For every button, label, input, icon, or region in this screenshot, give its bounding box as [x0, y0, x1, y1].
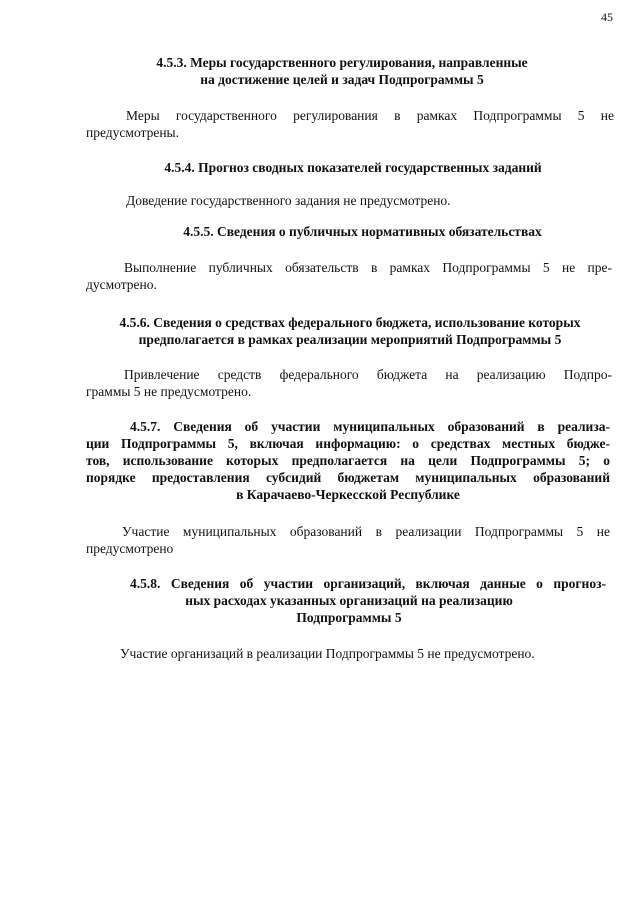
- section-body-4-5-7: [86, 523, 610, 557]
- heading-line: предполагается в рамках реализации мероприятий Подпрограммы 5: [138, 332, 562, 347]
- body-line: Меры государственного регулирования в рамках Подпрограммы 5 не: [126, 108, 614, 123]
- heading-line: 4.5.3. Меры государственного регулирования, направленные: [156, 55, 528, 70]
- body-line: дусмотрено.: [86, 277, 157, 292]
- heading-line: ции Подпрограммы 5, включая информацию: о средствах местных бюдже-: [86, 436, 610, 451]
- heading-line: ных расходах указанных организаций на реализацию: [185, 593, 513, 608]
- body-line: Участие муниципальных образований в реализации Подпрограммы 5 не: [122, 524, 610, 539]
- section-heading-4-5-5: [140, 223, 585, 240]
- heading-line: тов, использование которых предполагается на цели Подпрограммы 5; о: [86, 453, 610, 468]
- section-heading-4-5-7: [86, 418, 610, 503]
- heading-line: в Карачаево-Черкесской Республике: [236, 487, 460, 502]
- body-line: граммы 5 не предусмотрено.: [86, 384, 252, 399]
- heading-line: 4.5.4. Прогноз сводных показателей государственных заданий: [164, 160, 542, 175]
- section-heading-4-5-4: [118, 159, 588, 176]
- body-line: Участие организаций в реализации Подпрограммы 5 не предусмотрено.: [120, 646, 535, 661]
- section-heading-4-5-8: [92, 575, 606, 626]
- section-body-4-5-5: [86, 259, 612, 293]
- section-body-4-5-3: [86, 107, 614, 141]
- body-line: Привлечение средств федерального бюджета на реализацию Подпро-: [124, 367, 612, 382]
- heading-line: 4.5.8. Сведения об участии организаций, включая данные о прогноз-: [130, 576, 606, 591]
- section-heading-4-5-3: [122, 54, 562, 88]
- heading-line: 4.5.7. Сведения об участии муниципальных образований в реализа-: [130, 419, 610, 434]
- section-body-4-5-6: [86, 366, 612, 400]
- section-body-4-5-8: [120, 645, 600, 662]
- body-line: Доведение государственного задания не предусмотрено.: [126, 193, 451, 208]
- body-line: предусмотрено: [86, 541, 174, 556]
- page-number: 45: [601, 10, 613, 24]
- body-line: предусмотрены.: [86, 125, 179, 140]
- heading-line: Подпрограммы 5: [296, 610, 402, 625]
- section-body-4-5-4: [126, 192, 566, 209]
- heading-line: 4.5.5. Сведения о публичных нормативных обязательствах: [183, 224, 542, 239]
- section-heading-4-5-6: [86, 314, 614, 348]
- heading-line: 4.5.6. Сведения о средствах федерального бюджета, использование которых: [119, 315, 581, 330]
- body-line: Выполнение публичных обязательств в рамках Подпрограммы 5 не пре-: [124, 260, 612, 275]
- heading-line: на достижение целей и задач Подпрограммы 5: [200, 72, 484, 87]
- heading-line: порядке предоставления субсидий бюджетам муниципальных образований: [86, 470, 610, 485]
